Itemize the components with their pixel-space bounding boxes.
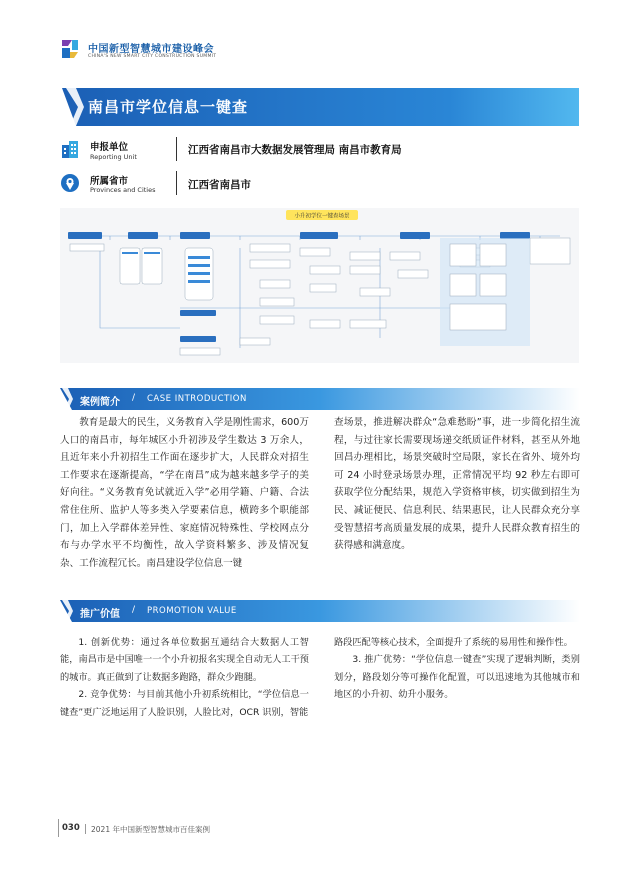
location-pin-icon bbox=[60, 173, 80, 193]
org-name: 中国新型智慧城市建设峰会 bbox=[88, 44, 214, 55]
promotion-point-3: 3. 推广优势：“学位信息一键查”实现了逻辑判断，类别划分，路段划分等可操作化配置，可以迅速地为其他城市和地区的小升初、幼升小服务。 bbox=[334, 654, 580, 701]
page-number: 030 bbox=[62, 823, 80, 833]
diagram-canvas bbox=[60, 208, 579, 363]
building-icon bbox=[60, 139, 80, 159]
intro-column-1 bbox=[60, 414, 309, 572]
promotion-section-bar bbox=[60, 600, 580, 622]
province-value: 江西省南昌市 bbox=[188, 179, 251, 191]
info-divider bbox=[176, 171, 177, 195]
province-label: 所属省市 bbox=[90, 176, 129, 187]
province-label-en: Provinces and Cities bbox=[90, 186, 156, 194]
promotion-title: 推广价值 bbox=[80, 609, 120, 620]
intro-title-en: CASE INTRODUCTION bbox=[147, 394, 247, 404]
promotion-column-2 bbox=[334, 634, 580, 704]
footer-separator bbox=[85, 824, 86, 834]
promotion-point-1: 1. 创新优势：通过各单位数据互通结合大数据人工智能，南昌市是中国唯一一个小升初报名实现全自动无人工干预的城市。真正做到了让数据多跑路，群众少跑腿。 bbox=[60, 637, 309, 683]
reporting-unit-label: 申报单位 bbox=[90, 142, 129, 153]
footer-rule bbox=[58, 819, 59, 837]
reporting-unit-label-en: Reporting Unit bbox=[90, 153, 137, 161]
promotion-point-2: 2. 竞争优势：与目前其他小升初系统相比，“学位信息一键查”更广泛地运用了人脸识别，人脸比对，OCR 识别，智能 bbox=[60, 689, 309, 718]
intro-column-2 bbox=[334, 414, 580, 555]
section-slash: / bbox=[132, 605, 136, 615]
org-name-en: CHINA'S NEW SMART CITY CONSTRUCTION SUMMIT bbox=[88, 54, 217, 59]
promotion-point-2-cont: 路段匹配等核心技术，全面提升了系统的易用性和操作性。 bbox=[334, 637, 573, 648]
promotion-title-en: PROMOTION VALUE bbox=[147, 606, 237, 616]
section-slash: / bbox=[132, 393, 136, 403]
intro-title: 案例简介 bbox=[80, 397, 120, 408]
page-title: 南昌市学位信息一键查 bbox=[88, 98, 249, 116]
intro-paragraph-1: 教育是最大的民生，义务教育入学是刚性需求，600万人口的南昌市，每年城区小升初涉及学生数达 3 万余人，且近年来小升初招生工作面在逐步扩大，人民群众对招生工作要求在逐渐提高，“学在南昌”成为越来越多学子的美好向往。“义务教育免试就近入学”必用学籍、户籍、合法常住住所、监护人等多类入学要素信息，横跨多个职能部门，加上入学群体差异性、家庭情况特殊性、学校网点分布与办学水平不均衡性，故入学资料繁多、涉及情况复杂、工作流程冗长。南昌建设学位信息一键 bbox=[60, 417, 309, 569]
intro-section-bar bbox=[60, 388, 580, 410]
promotion-column-1 bbox=[60, 634, 309, 721]
scene-flow-diagram bbox=[60, 208, 579, 363]
info-divider bbox=[176, 137, 177, 161]
diagram-title: 小升初学位一键查场景 bbox=[294, 213, 350, 220]
book-title: 2021 年中国新型智慧城市百佳案例 bbox=[91, 825, 210, 834]
reporting-unit-value: 江西省南昌市大数据发展管理局 南昌市教育局 bbox=[188, 144, 402, 156]
intro-paragraph-2: 查场景，推进解决群众“急难愁盼”事，进一步简化招生流程，与过往家长需要现场递交纸质证件材料，甚至从外地回昌办理相比，场景突破时空局限，家长在省外、境外均可 24 小时登录场景办理，正常情况平均 92 秒左右即可获取学位分配结果，规范入学资格审核，切实做到招生为民、减证便民、信息利民、结果惠民，让人民群众充分享受智慧招考高质量发展的成果，提升人民群众教育招生的获得感和满意度。 bbox=[334, 417, 580, 552]
summit-logo-icon bbox=[58, 38, 82, 60]
